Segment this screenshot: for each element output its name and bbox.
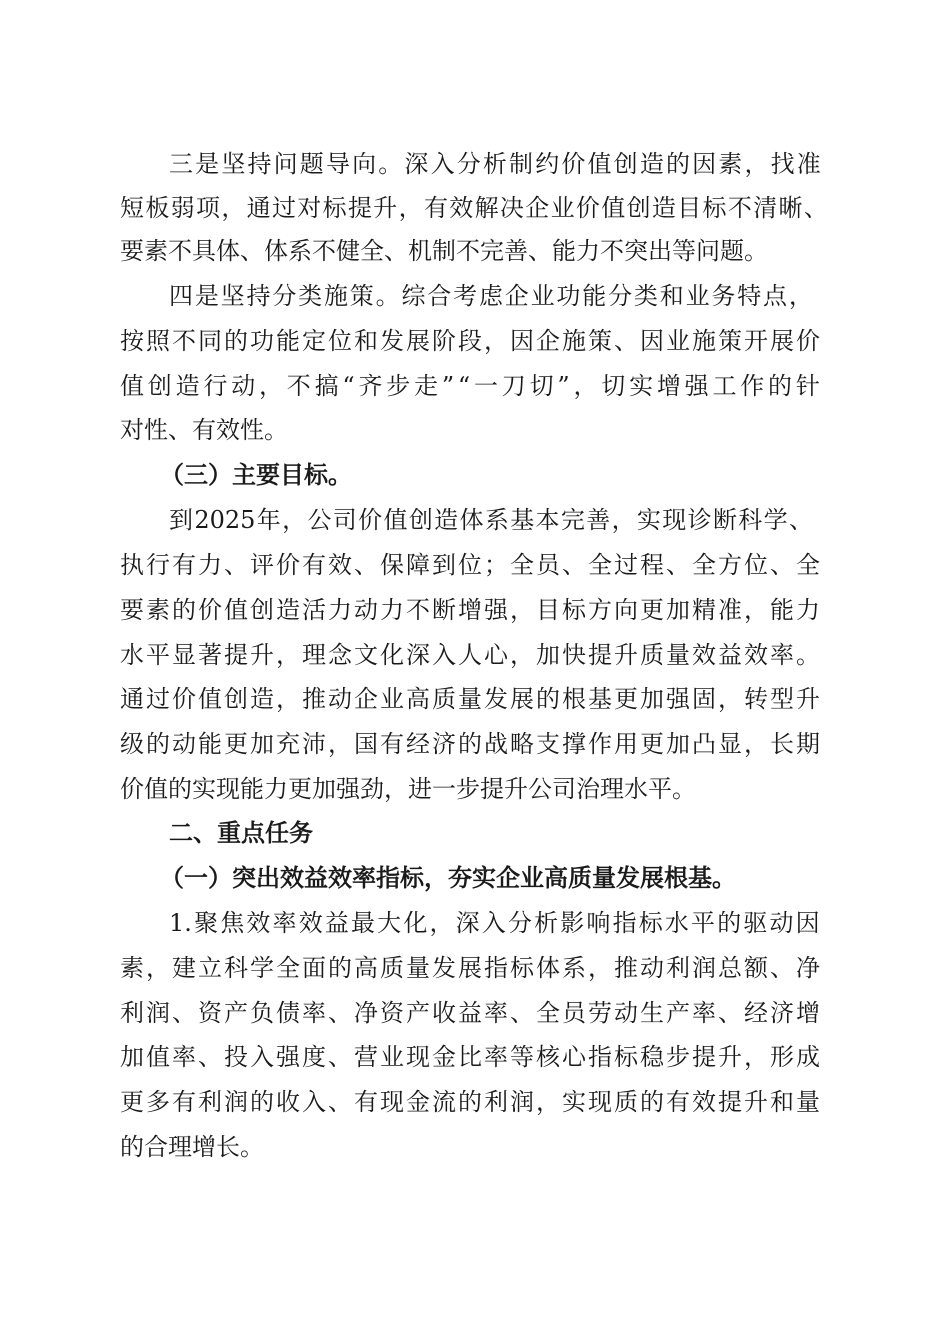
p3-line-2: 要 素 的 价 值 创 造 活 力 动 力 不 断 增 强 ， 目 标 方 向 更 加 精 准 ， 能 力 (120, 596, 820, 624)
p1-line-2: 值 创 造 行 动 ， 不 搞 “ 齐 步 走 ” “ 一 刀 切 ” ， 切 实 增 强 工 作 的 针 (120, 372, 820, 400)
p1-line-3: 对性、有效性。 (120, 416, 288, 444)
p6-line-1: 素 ， 建 立 科 学 全 面 的 高 质 量 发 展 指 标 体 系 ， 推 动 利 润 总 额 、 净 (120, 954, 820, 982)
p3-line-5: 级 的 动 能 更 加 充 沛 ， 国 有 经 济 的 战 略 支 撑 作 用 更 加 凸 显 ， 长 期 (120, 730, 820, 758)
p0-line-2: 要素不具体、体系不健全、机制不完善、能力不突出等问题。 (120, 237, 768, 265)
p1-line-0: 四 是 坚 持 分 类 施 策 。 综 合 考 虑 企 业 功 能 分 类 和 业 务 特 点 ， (169, 282, 813, 310)
p3-line-4: 通 过 价 值 创 造 ， 推 动 企 业 高 质 量 发 展 的 根 基 更 加 强 固 ， 转 型 升 (120, 685, 820, 713)
p1-line-1: 按 照 不 同 的 功 能 定 位 和 发 展 阶 段 ， 因 企 施 策 、 因 业 施 策 开 展 价 (120, 327, 820, 355)
p3-line-0: 到 2025 年 ， 公 司 价 值 创 造 体 系 基 本 完 善 ， 实 现 诊 断 科 学 、 (169, 506, 813, 534)
p6-line-3: 加 值 率 、 投 入 强 度 、 营 业 现 金 比 率 等 核 心 指 标 稳 步 提 升 ， 形 成 (120, 1043, 820, 1071)
p6-line-5: 的合理增长。 (120, 1133, 264, 1161)
p6-line-0: 1. 聚 焦 效 率 效 益 最 大 化 ， 深 入 分 析 影 响 指 标 水 平 的 驱 动 因 (169, 909, 820, 937)
p6-line-2: 利 润 、 资 产 负 债 率 、 净 资 产 收 益 率 、 全 员 劳 动 生 产 率 、 经 济 增 (120, 999, 820, 1027)
p0-line-0: 三 是 坚 持 问 题 导 向 。 深 入 分 析 制 约 价 值 创 造 的 因 素 ， 找 准 (169, 150, 821, 178)
subheading-main-goals: （三）主要目标。 (160, 461, 352, 489)
p3-line-1: 执 行 有 力 、 评 价 有 效 、 保 障 到 位 ； 全 员 、 全 过 程 、 全 方 位 、 全 (120, 551, 820, 579)
p3-line-3: 水 平 显 著 提 升 ， 理 念 文 化 深 入 人 心 ， 加 快 提 升 质 量 效 益 效 率 。 (120, 641, 820, 669)
p0-line-1: 短 板 弱 项 ， 通 过 对 标 提 升 ， 有 效 解 决 企 业 价 值 创 造 目 标 不 清 晰 、 (120, 194, 828, 222)
subheading-efficiency: （一）突出效益效率指标，夯实企业高质量发展根基。 (160, 863, 736, 892)
section-heading-key-tasks: 二、重点任务 (169, 819, 313, 847)
p6-line-4: 更 多 有 利 润 的 收 入 、 有 现 金 流 的 利 润 ， 实 现 质 的 有 效 提 升 和 量 (120, 1088, 820, 1116)
p3-line-6: 价值的实现能力更加强劲，进一步提升公司治理水平。 (120, 775, 696, 803)
